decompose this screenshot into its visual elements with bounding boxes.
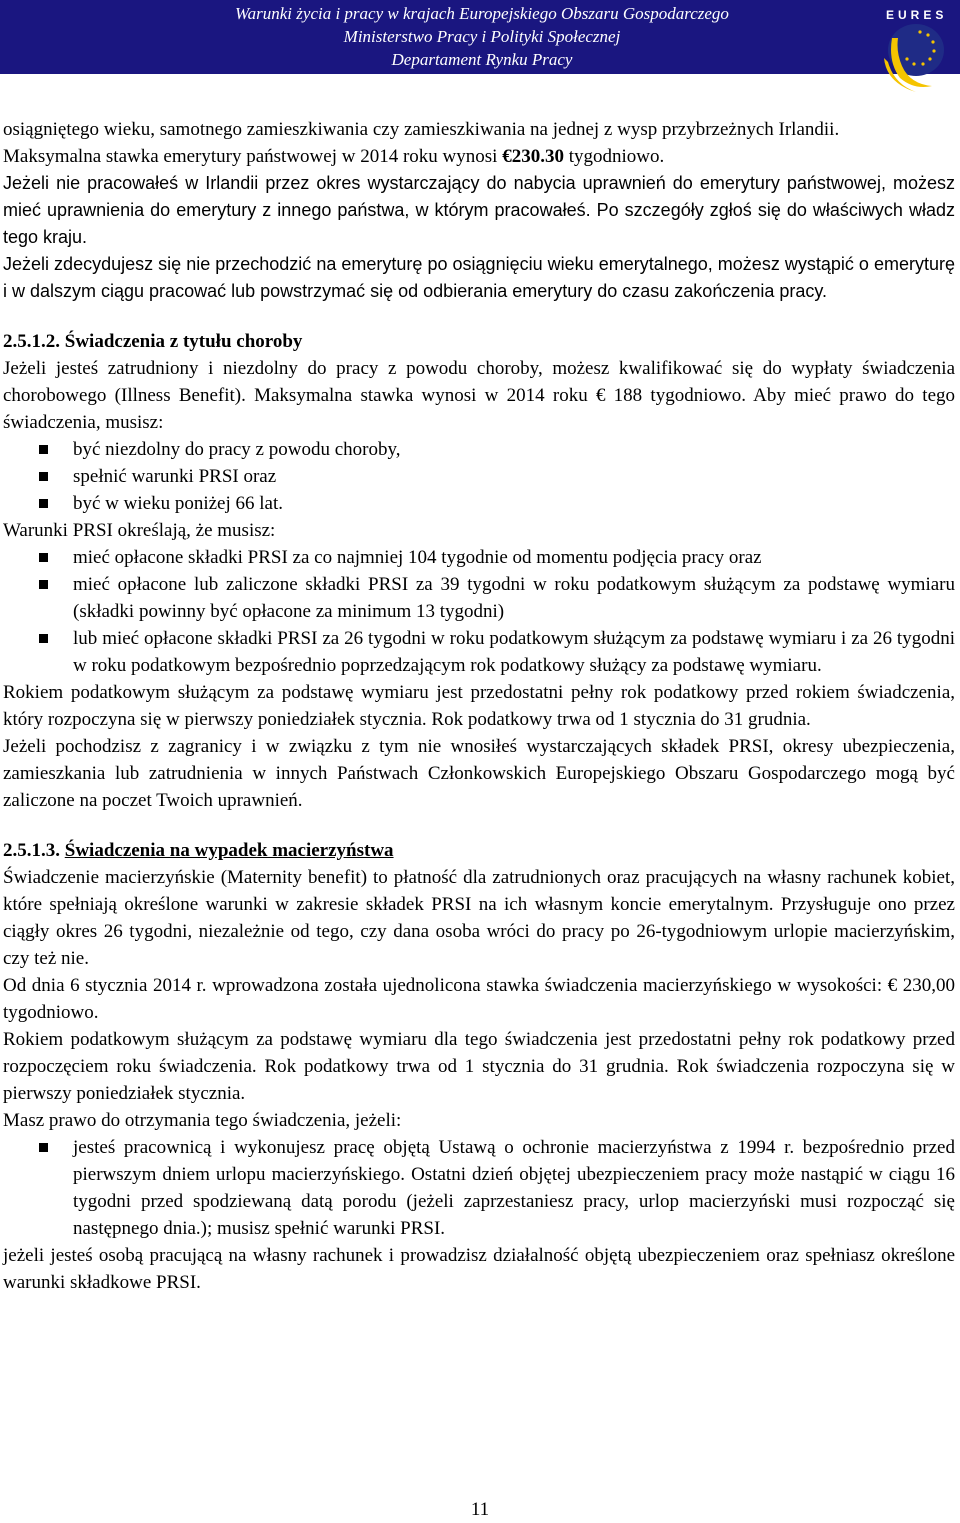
- bullet-icon: [39, 1143, 48, 1152]
- page-number: 11: [470, 1499, 490, 1520]
- paragraph: Jeżeli zdecydujesz się nie przechodzić na emeryturę po osiągnięciu wieku emerytalnego, możesz wystąpić o emeryturę i w dalszym ciągu pracować lub powstrzymać się od odbierania emerytury do czasu zakończenia pracy.: [3, 254, 955, 301]
- bullet-icon: [39, 634, 48, 643]
- paragraph: Masz prawo do otrzymania tego świadczenia, jeżeli:: [3, 1110, 402, 1131]
- pension-amount: €230.30: [502, 146, 564, 167]
- section-heading: 2.5.1.2. Świadczenia z tytułu choroby: [3, 331, 303, 352]
- paragraph: Warunki PRSI określają, że musisz:: [3, 520, 276, 541]
- list-item: mieć opłacone lub zaliczone składki PRSI za 39 tygodni w roku podatkowym służącym za podstawę wymiaru (składki powinny być opłacone za minimum 13 tygodni): [3, 571, 955, 625]
- bullet-icon: [39, 499, 48, 508]
- paragraph: Rokiem podatkowym służącym za podstawę wymiaru jest przedostatni pełny rok podatkowy przed rokiem świadczenia, który rozpoczyna się w pierwszy poniedziałek stycznia. Rok podatkowy trwa od 1 stycznia do 31 grudnia.: [3, 682, 955, 730]
- eures-logo-text: EURES: [886, 8, 948, 22]
- list-item: lub mieć opłacone składki PRSI za 26 tygodni w roku podatkowym służącym za podstawę wymiaru i za 26 tygodni w roku podatkowym bezpośrednio poprzedzającym rok podatkowy służący za podstawę wymiaru.: [3, 625, 955, 679]
- paragraph: Świadczenie macierzyńskie (Maternity benefit) to płatność dla zatrudnionych oraz pracujących na własny rachunek kobiet, które spełniają określone warunki w zakresie składek PRSI na ich własnym koncie emerytalnym. Przysługuje ono przez ciągły okres 26 tygodni, niezależnie od tego, czy dana osoba wróci do pracy po 26-tygodniowym urlopie macierzyńskim, czy też nie.: [3, 867, 955, 969]
- bullet-list: [3, 544, 955, 679]
- paragraph: Maksymalna stawka emerytury państwowej w 2014 roku wynosi €230.30 tygodniowo.: [3, 146, 665, 167]
- bullet-icon: [39, 580, 48, 589]
- bullet-list: [3, 1134, 955, 1242]
- paragraph: Jeżeli nie pracowałeś w Irlandii przez okres wystarczający do nabycia uprawnień do emerytury państwowej, możesz mieć uprawnienia do emerytury z innego państwa, w którym pracowałeś. Po szczegóły zgłoś się do właściwych władz tego kraju.: [3, 173, 955, 247]
- paragraph: Jeżeli jesteś zatrudniony i niezdolny do pracy z powodu choroby, możesz kwalifikować się do wypłaty świadczenia chorobowego (Illness Benefit). Maksymalna stawka wynosi w 2014 roku € 188 tygodniowo. Aby mieć prawo do tego świadczenia, musisz:: [3, 358, 955, 433]
- paragraph: Jeżeli pochodzisz z zagranicy i w związku z tym nie wnosiłeś wystarczających składek PRSI, okresy ubezpieczenia, zamieszkania lub zatrudnienia w innych Państwach Członkowskich Europejskiego Obszaru Gospodarczego mogą być zaliczone na poczet Twoich uprawnień.: [3, 736, 955, 811]
- bullet-icon: [39, 445, 48, 454]
- bullet-icon: [39, 553, 48, 562]
- header-line-3: Departament Rynku Pracy: [391, 50, 573, 69]
- section-heading: 2.5.1.3. Świadczenia na wypadek macierzyństwa: [3, 840, 394, 861]
- header-line-1: Warunki życia i pracy w krajach Europejskiego Obszaru Gospodarczego: [235, 4, 729, 23]
- header-text: [190, 2, 774, 71]
- list-item: być niezdolny do pracy z powodu choroby,: [3, 436, 955, 463]
- document-body: [3, 116, 955, 1296]
- header-line-2: Ministerstwo Pracy i Polityki Społecznej: [343, 27, 621, 46]
- list-item: być w wieku poniżej 66 lat.: [3, 490, 955, 517]
- paragraph: osiągniętego wieku, samotnego zamieszkiwania czy zamieszkiwania na jednej z wysp przybrzeżnych Irlandii.: [3, 119, 840, 140]
- bullet-list: [3, 436, 955, 517]
- paragraph: Od dnia 6 stycznia 2014 r. wprowadzona została ujednolicona stawka świadczenia macierzyńskiego w wysokości: € 230,00 tygodniowo.: [3, 975, 955, 1023]
- list-item: mieć opłacone składki PRSI za co najmniej 104 tygodnie od momentu podjęcia pracy oraz: [3, 544, 955, 571]
- paragraph: Rokiem podatkowym służącym za podstawę wymiaru dla tego świadczenia jest przedostatni pełny rok podatkowy przed rozpoczęciem roku świadczenia. Rok podatkowy trwa od 1 stycznia do 31 grudnia. Rok świadczenia rozpoczyna się w pierwszy poniedziałek stycznia.: [3, 1029, 955, 1104]
- page-header: [0, 0, 960, 74]
- paragraph: jeżeli jesteś osobą pracującą na własny rachunek i prowadzisz działalność objętą ubezpieczeniem oraz spełniasz określone warunki składkowe PRSI.: [3, 1245, 955, 1293]
- bullet-icon: [39, 472, 48, 481]
- list-item: spełnić warunki PRSI oraz: [3, 463, 955, 490]
- list-item: jesteś pracownicą i wykonujesz pracę objętą Ustawą o ochronie macierzyństwa z 1994 r. bezpośrednio przed pierwszym dniem urlopu macierzyńskiego. Ostatni dzień objętej ubezpieczeniem pracy może nastąpić w ciągu 16 tygodni przed spodziewaną datą porodu (jeżeli zaprzestaniesz pracy, urlop macierzyński musi rozpocząć się następnego dnia.); musisz spełnić warunki PRSI.: [3, 1134, 955, 1242]
- eures-logo: [870, 0, 954, 92]
